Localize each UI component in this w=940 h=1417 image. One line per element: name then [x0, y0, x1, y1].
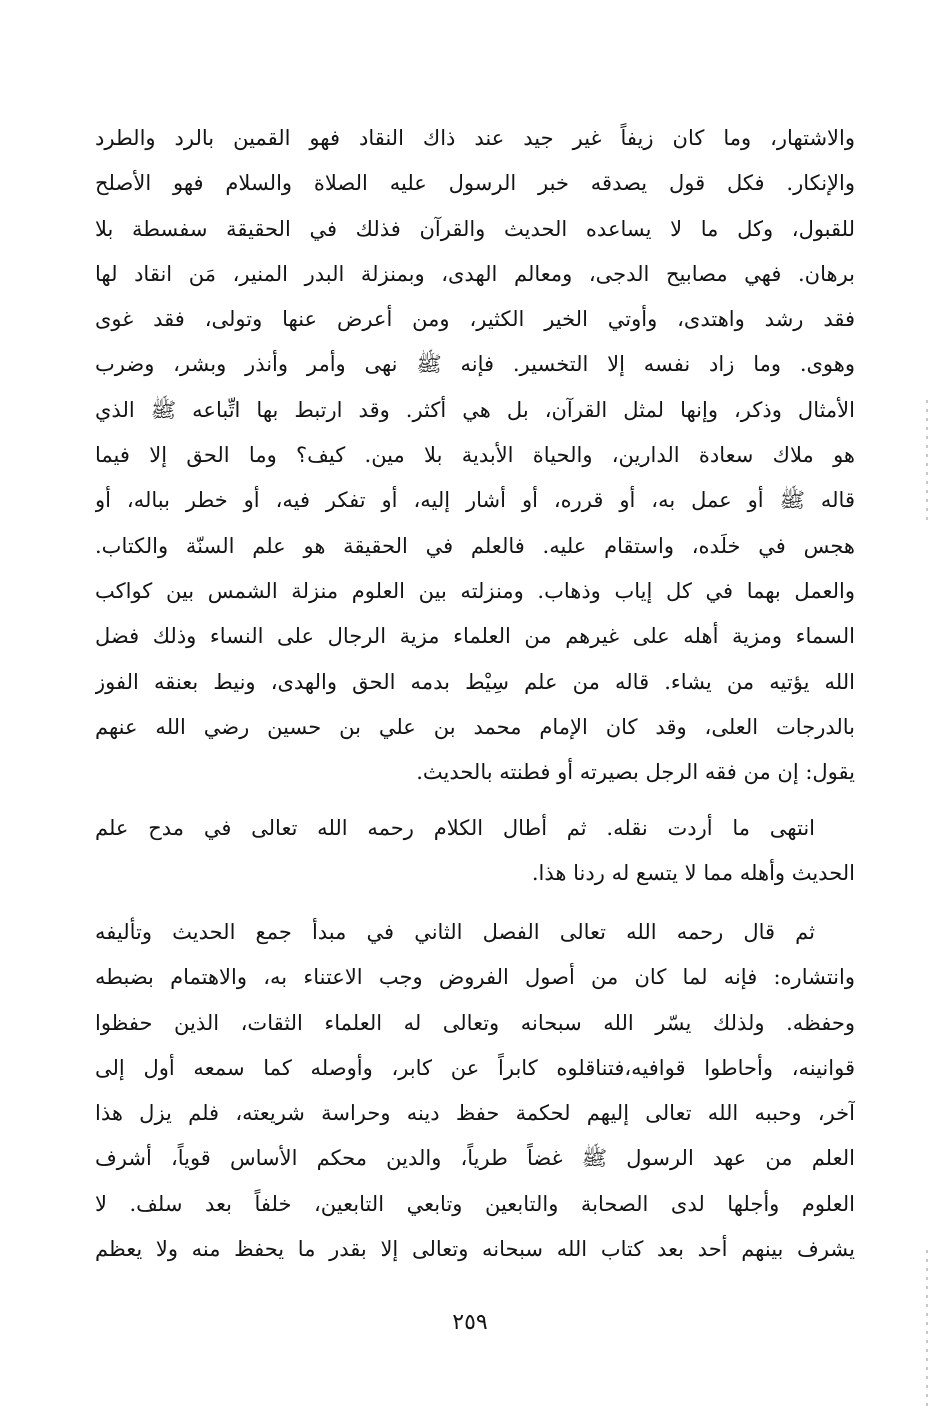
text-line: الأمثال وذكر، وإنها لمثل القرآن، بل هي أكثر. وقد ارتبط بها اتِّباعه ﷺ الذي — [95, 397, 855, 422]
text-line: يشرف بينهم أحد بعد كتاب الله سبحانه وتعالى إلا بقدر ما يحفظ منه ولا يعظم — [95, 1237, 855, 1262]
text-line: الحديث وأهله مما لا يتسع له ردنا هذا. — [531, 861, 855, 886]
text-line: الله يؤتيه من يشاء. قاله من علم سِيْط بدمه الحق والهدى، ونيط بعنقه الفوز — [95, 669, 855, 694]
text-line: وانتشاره: فإنه لما كان من أصول الفروض وجب الاعتناء به، والاهتمام بضبطه — [95, 965, 855, 990]
text-line: العلم من عهد الرسول ﷺ غضاً طرياً، والدين محكم الأساس قوياً، أشرف — [95, 1146, 855, 1171]
text-line: وهوى. وما زاد نفسه إلا التخسير. فإنه ﷺ نهى وأمر وأنذر وبشر، وضرب — [95, 352, 855, 377]
paragraph-3 — [95, 910, 855, 1272]
text-line: وحفظه. ولذلك يسّر الله سبحانه وتعالى له العلماء الثقات، الذين حفظوا — [95, 1010, 855, 1035]
text-line: هو ملاك سعادة الدارين، والحياة الأبدية بلا مين. كيف؟ وما الحق إلا فيما — [95, 443, 855, 468]
text-line: انتهى ما أردت نقله. ثم أطال الكلام رحمه الله تعالى في مدح علم — [95, 816, 815, 840]
text-line: قوانينه، وأحاطوا قوافيه،فتناقلوه كابراً عن كابر، وأوصله كما سمعه أول إلى — [95, 1055, 855, 1080]
text-line: برهان. فهي مصابيح الدجى، ومعالم الهدى، وبمنزلة البدر المنير، مَن انقاد لها — [95, 261, 855, 286]
page-edge-mark — [926, 1250, 928, 1410]
text-line: والإنكار. فكل قول يصدقه خبر الرسول عليه الصلاة والسلام فهو الأصلح — [95, 171, 855, 196]
text-line: والاشتهار، وما كان زيفاً غير جيد عند ذاك النقاد فهو القمين بالرد والطرد — [95, 126, 855, 150]
page-number: ٢٥٩ — [452, 1310, 488, 1335]
text-line: فقد رشد واهتدى، وأوتي الخير الكثير، ومن أعرض عنها وتولى، فقد غوى — [95, 307, 855, 332]
paragraph-1 — [95, 116, 855, 795]
text-line: هجس في خلَده، واستقام عليه. فالعلم في الحقيقة هو علم السنّة والكتاب. — [95, 533, 855, 558]
text-line: والعمل بهما في كل إياب وذهاب. ومنزلته بين العلوم منزلة الشمس بين كواكب — [95, 578, 855, 603]
text-line: السماء ومزية أهله على غيرهم من العلماء مزية الرجال على النساء وذلك فضل — [95, 624, 855, 649]
text-line: آخر، وحببه الله تعالى إليهم لحكمة حفظ دينه وحراسة شريعته، فلم يزل هذا — [95, 1101, 855, 1126]
text-line: العلوم وأجلها لدى الصحابة والتابعين وتابعي التابعين، خلفاً بعد سلف. لا — [95, 1191, 855, 1216]
text-line: بالدرجات العلى، وقد كان الإمام محمد بن علي بن حسين رضي الله عنهم — [95, 714, 855, 739]
text-line: يقول: إن من فقه الرجل بصيرته أو فطنته بالحديث. — [416, 760, 855, 785]
text-line: قاله ﷺ أو عمل به، أو قرره، أو أشار إليه، أو تفكر فيه، أو خطر بباله، أو — [95, 488, 855, 513]
paragraph-2 — [95, 806, 855, 897]
text-line: ثم قال رحمه الله تعالى الفصل الثاني في مبدأ جمع الحديث وتأليفه — [95, 920, 815, 944]
text-line: للقبول، وكل ما لا يساعده الحديث والقرآن فذلك في الحقيقة سفسطة بلا — [95, 216, 855, 241]
page-edge-mark — [926, 400, 928, 520]
